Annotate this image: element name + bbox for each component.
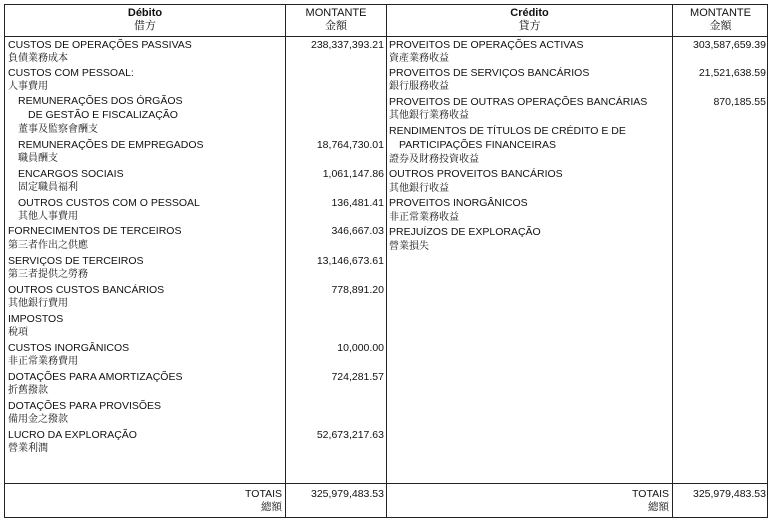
credit-item-label: PROVEITOS DE OUTRAS OPERAÇÕES BANCÁRIAS: [389, 96, 648, 108]
debit-amount: 13,146,673.61: [316, 255, 384, 267]
debit-item-label: LUCRO DA EXPLORAÇÃO: [8, 429, 137, 441]
credit-amount: 21,521,638.59: [698, 67, 766, 79]
credit-item-label: PREJUÍZOS DE EXPLORAÇÃO: [389, 226, 541, 238]
credit-totals-label: [565, 488, 669, 514]
debit-amount: 238,337,393.21: [311, 39, 384, 51]
credit-item-label-cn: 其他銀行業務收益: [389, 110, 469, 121]
debit-header-cn: 借方: [134, 20, 156, 32]
debit-item-label-cn: 董事及監察會酬支: [18, 124, 98, 135]
debit-item-label-cn: 非正常業務費用: [8, 356, 78, 367]
credit-item-label-cn: 證券及財務投資收益: [389, 154, 479, 165]
debit-amount: 136,481.41: [331, 197, 384, 209]
column-divider: [386, 5, 387, 517]
amount-header-cn: 金額: [325, 20, 347, 32]
credit-amount: 303,587,659.39: [693, 39, 766, 51]
debit-item-label: CUSTOS DE OPERAÇÕES PASSIVAS: [8, 39, 192, 51]
debit-item-label-cn: 備用金之撥款: [8, 414, 68, 425]
debit-item-label: SERVIÇOS DE TERCEIROS: [8, 255, 144, 267]
debit-item-label: ENCARGOS SOCIAIS: [18, 168, 124, 180]
debit-item-label: CUSTOS INORGÂNICOS: [8, 342, 130, 354]
totals-divider: [5, 483, 767, 484]
credit-item-label: RENDIMENTOS DE TÍTULOS DE CRÉDITO E DE: [389, 125, 626, 137]
debit-amount: 724,281.57: [331, 371, 384, 383]
debit-item-label: OUTROS CUSTOS COM O PESSOAL: [18, 197, 200, 209]
credit-item-label: PARTICIPAÇÕES FINANCEIRAS: [399, 139, 556, 151]
totals-label-pt: TOTAIS: [632, 488, 669, 500]
debit-item-label: FORNECIMENTOS DE TERCEIROS: [8, 225, 182, 237]
credit-header-cn: 貸方: [518, 20, 541, 32]
totals-label-cn: 總額: [648, 501, 669, 513]
amount-header-cn: 金額: [709, 20, 732, 32]
credit-amount-header: [673, 7, 768, 33]
credit-amount: 870,185.55: [713, 96, 766, 108]
totals-label-pt: TOTAIS: [245, 488, 282, 500]
credit-item-label-cn: 營業損失: [389, 241, 429, 252]
credit-header-pt: Crédito: [510, 7, 549, 19]
debit-amount: 10,000.00: [337, 342, 384, 354]
debit-amount: 52,673,217.63: [316, 429, 384, 441]
debit-header-pt: Débito: [127, 7, 163, 19]
debit-item-label: DOTAÇÕES PARA AMORTIZAÇÕES: [8, 371, 183, 383]
debit-totals-label: [185, 488, 282, 514]
debit-amount: 1,061,147.86: [322, 168, 384, 180]
credit-item-label: PROVEITOS DE SERVIÇOS BANCÁRIOS: [389, 67, 590, 79]
debit-item-label: OUTROS CUSTOS BANCÁRIOS: [8, 284, 165, 296]
debit-item-label-cn: 第三者作出之供應: [8, 240, 88, 251]
header-divider: [5, 36, 767, 37]
debit-item-label: REMUNERAÇÕES DE EMPREGADOS: [18, 139, 204, 151]
credit-total-amount: 325,979,483.53: [693, 488, 766, 500]
balance-sheet-table: [4, 4, 768, 518]
debit-item-label-cn: 固定職員福利: [18, 182, 78, 193]
debit-item-label: CUSTOS COM PESSOAL:: [8, 67, 134, 79]
debit-item-label: DOTAÇÕES PARA PROVISÕES: [8, 400, 162, 412]
debit-item-label-cn: 負債業務成本: [8, 53, 68, 64]
amount-header-pt: MONTANTE: [690, 7, 751, 19]
debit-item-label-cn: 職員酬支: [18, 153, 58, 164]
debit-amount-header: [286, 7, 386, 33]
debit-item-label-cn: 其他人事費用: [18, 211, 78, 222]
debit-item-label-cn: 營業利潤: [8, 443, 48, 454]
debit-item-label: REMUNERAÇÕES DOS ÓRGÃOS: [18, 95, 183, 107]
debit-amount: 346,667.03: [331, 225, 384, 237]
credit-item-label: PROVEITOS INORGÂNICOS: [389, 197, 528, 209]
credit-item-label-cn: 資產業務收益: [389, 53, 449, 64]
debit-item-label-cn: 第三者提供之勞務: [8, 269, 88, 280]
debit-item-label-cn: 折舊撥款: [8, 385, 48, 396]
credit-item-label-cn: 非正常業務收益: [389, 212, 459, 223]
debit-item-label: DE GESTÃO E FISCALIZAÇÃO: [28, 109, 178, 121]
credit-item-label: OUTROS PROVEITOS BANCÁRIOS: [389, 168, 563, 180]
debit-item-label-cn: 人事費用: [8, 81, 48, 92]
debit-item-label-cn: 稅項: [8, 327, 28, 338]
credit-header: [387, 7, 672, 33]
debit-header: [5, 7, 285, 33]
amount-header-pt: MONTANTE: [305, 7, 367, 19]
credit-item-label-cn: 銀行服務收益: [389, 81, 449, 92]
credit-item-label-cn: 其他銀行收益: [389, 183, 449, 194]
debit-item-label: IMPOSTOS: [8, 313, 64, 325]
debit-amount: 18,764,730.01: [316, 139, 384, 151]
debit-item-label-cn: 其他銀行費用: [8, 298, 68, 309]
credit-item-label: PROVEITOS DE OPERAÇÕES ACTIVAS: [389, 39, 584, 51]
column-divider: [672, 5, 673, 517]
debit-amount: 778,891.20: [331, 284, 384, 296]
debit-total-amount: 325,979,483.53: [311, 488, 384, 500]
totals-label-cn: 總額: [261, 501, 282, 513]
